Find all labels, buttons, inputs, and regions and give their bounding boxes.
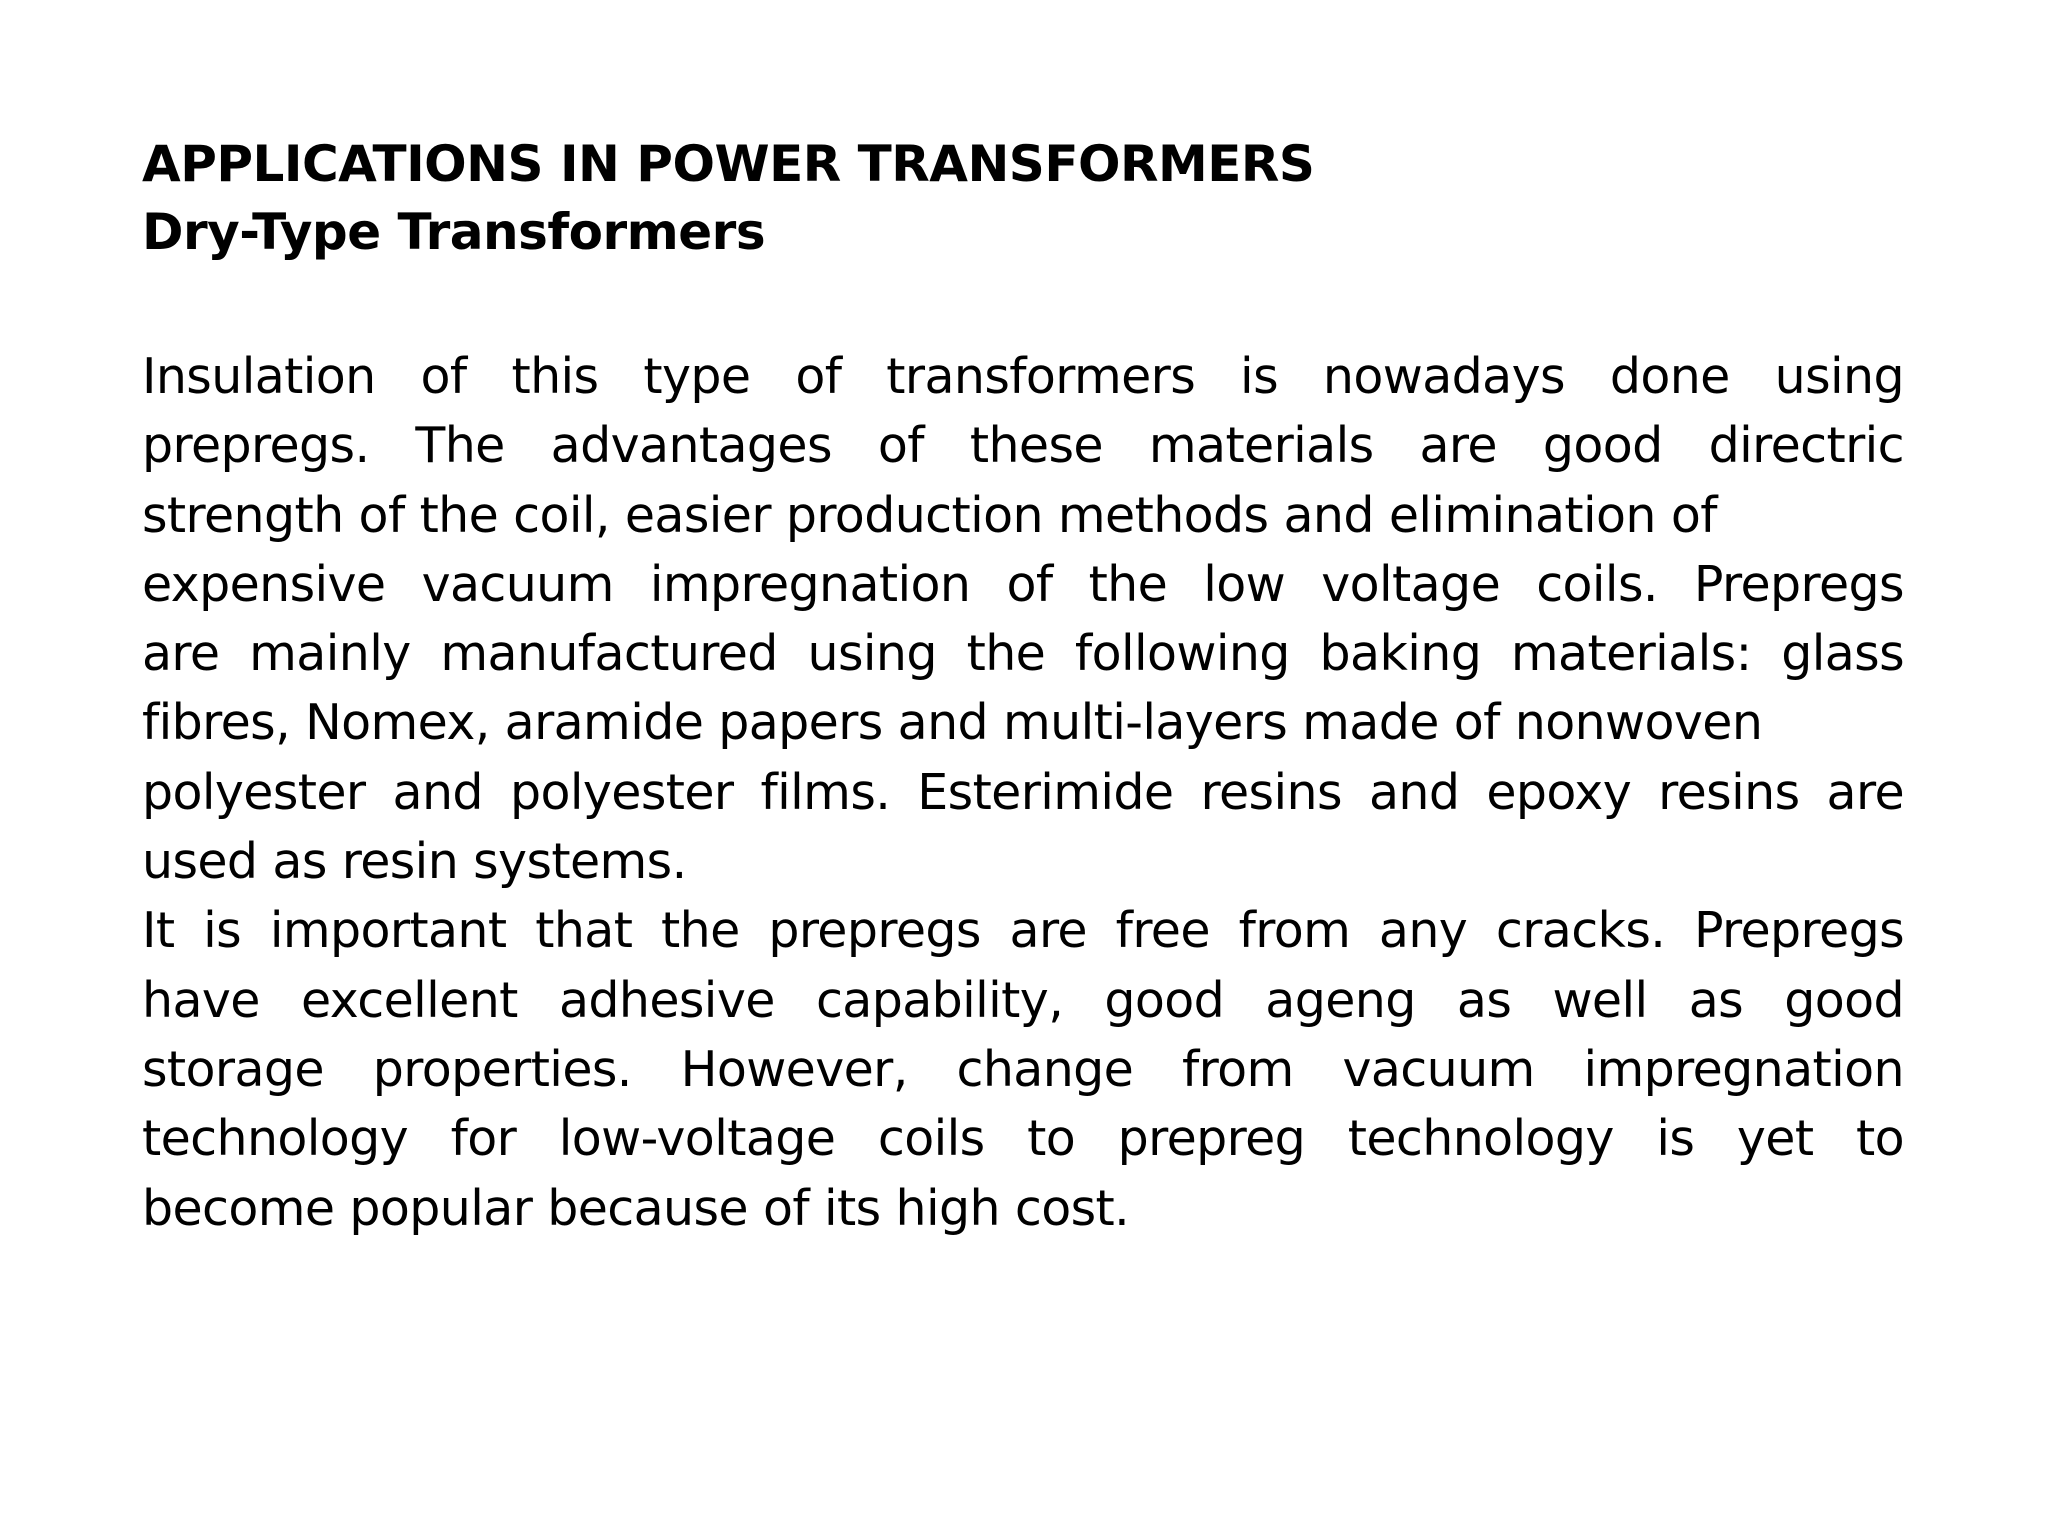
paragraph-line: have excellent adhesive capability, good ageng as well as good [142,971,1904,1029]
paragraph-line: used as resin systems. [142,833,687,891]
paragraph-line: prepregs. The advantages of these materials are good directric [142,417,1904,475]
paragraph-line: are mainly manufactured using the following baking materials: glass [142,625,1904,683]
slide-subtitle: Dry-Type Transformers [142,203,766,261]
paragraph-line: become popular because of its high cost. [142,1179,1130,1237]
paragraph-line: It is important that the prepregs are free from any cracks. Prepregs [142,902,1904,960]
heading-block [142,130,1912,266]
paragraph-line: fibres, Nomex, aramide papers and multi-layers made of nonwoven [142,694,1763,752]
paragraph-line: storage properties. However, change from vacuum impregnation [142,1040,1904,1098]
paragraph-line: polyester and polyester films. Esterimide resins and epoxy resins are [142,763,1904,821]
body-text [142,342,1904,1243]
paragraph-1 [142,342,1904,896]
paragraph-line: technology for low-voltage coils to prepreg technology is yet to [142,1110,1904,1168]
paragraph-line: Insulation of this type of transformers is nowadays done using [142,348,1904,405]
slide-title: APPLICATIONS IN POWER TRANSFORMERS [142,135,1315,193]
paragraph-line: expensive vacuum impregnation of the low voltage coils. Prepregs [142,555,1904,613]
paragraph-2 [142,896,1904,1242]
paragraph-line: strength of the coil, easier production methods and elimination of [142,486,1717,544]
